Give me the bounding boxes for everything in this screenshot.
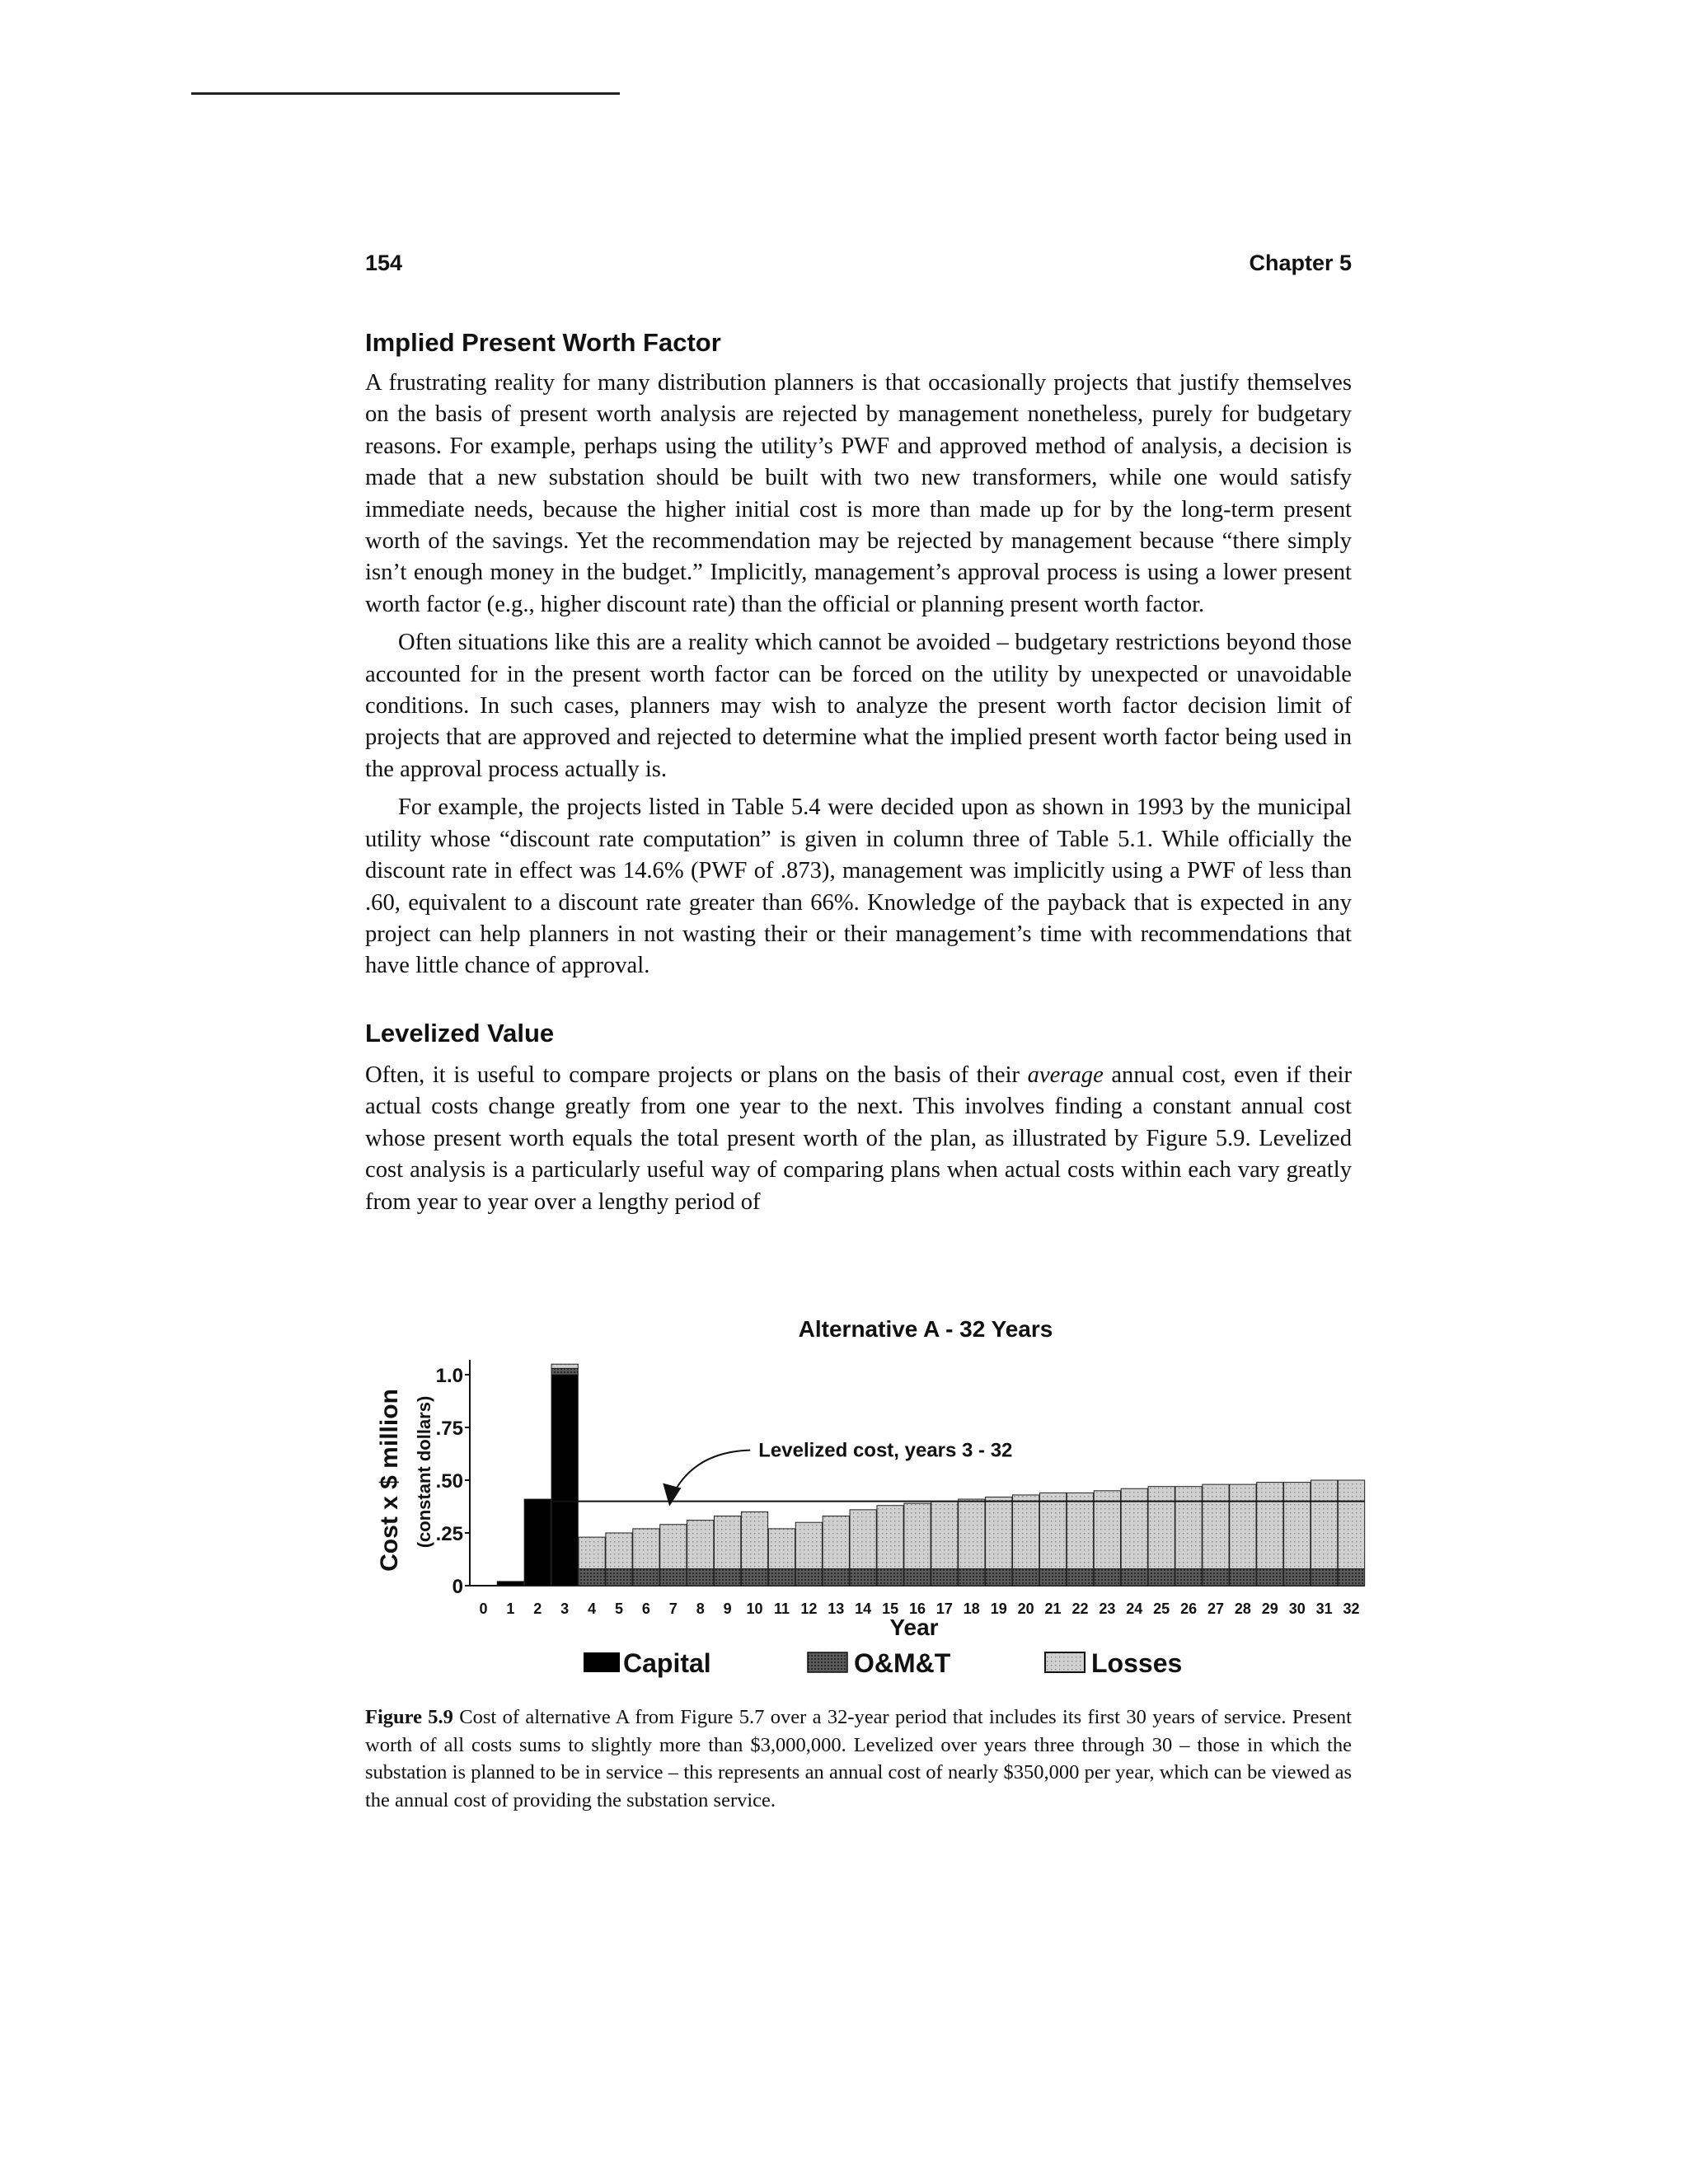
x-tick-label: 7 — [668, 1601, 678, 1617]
bar-losses — [1067, 1493, 1093, 1568]
chart-title: Alternative A - 32 Years — [798, 1316, 1053, 1342]
caption-text: Cost of alternative A from Figure 5.7 over a 32-year period that includes its first 30 years of service. Present worth of all costs sums to slightly more than $3,000,000. Levelized over years three through 30 – those in which the substation is planned to be in service – this represents an annual cost of nearly $350,000 per year, which can be viewed as the annual cost of providing the substation service. — [365, 1706, 1352, 1811]
bar-omt — [1121, 1569, 1147, 1586]
x-tick-label: 19 — [990, 1601, 1007, 1617]
bar-losses — [1257, 1483, 1283, 1569]
bar-losses — [551, 1364, 578, 1368]
y-tick-label: .50 — [435, 1470, 463, 1493]
bar-omt — [1175, 1569, 1202, 1586]
x-tick-label: 27 — [1207, 1601, 1225, 1617]
bar-losses — [1311, 1480, 1338, 1569]
legend-label-losses: Losses — [1091, 1648, 1183, 1678]
x-tick-label: 12 — [800, 1601, 818, 1617]
annotation-arrow-curve — [671, 1451, 750, 1498]
x-tick-label: 30 — [1288, 1601, 1306, 1617]
y-tick-label: 1.0 — [435, 1365, 463, 1387]
bar-losses — [633, 1529, 659, 1569]
bar-losses — [1203, 1484, 1229, 1568]
legend-label-omt: O&M&T — [854, 1648, 951, 1678]
x-tick-label: 17 — [935, 1601, 953, 1617]
page-number: 154 — [365, 251, 403, 275]
bar-omt — [633, 1569, 659, 1586]
legend-swatch-capital — [584, 1652, 620, 1672]
y-tick-label: .75 — [435, 1418, 463, 1440]
bar-omt — [931, 1569, 958, 1586]
bar-omt — [850, 1569, 876, 1586]
bar-omt — [551, 1368, 578, 1375]
x-tick-label: 14 — [855, 1601, 872, 1617]
bar-losses — [741, 1511, 767, 1568]
bar-omt — [741, 1569, 767, 1586]
bar-omt — [687, 1569, 714, 1586]
section-heading-implied-pwf: Implied Present Worth Factor — [365, 328, 721, 357]
x-tick-label: 26 — [1180, 1601, 1198, 1617]
bar-omt — [959, 1569, 985, 1586]
bar-omt — [795, 1569, 822, 1586]
bar-losses — [931, 1502, 958, 1569]
bar-omt — [1230, 1569, 1256, 1586]
bar-losses — [877, 1506, 903, 1569]
legend-label-capital: Capital — [623, 1648, 711, 1678]
y-tick-label: .25 — [435, 1523, 463, 1545]
bar-capital — [497, 1582, 523, 1586]
bar-capital — [524, 1499, 551, 1586]
section-heading-levelized-value: Levelized Value — [365, 1019, 555, 1047]
bar-losses — [986, 1497, 1012, 1568]
para-text: Often, it is useful to compare projects or plans on the basis of their — [365, 1062, 1028, 1088]
bar-omt — [715, 1569, 741, 1586]
legend-swatch-omt — [808, 1652, 847, 1672]
bar-capital — [551, 1375, 578, 1586]
bar-omt — [877, 1569, 903, 1586]
bar-losses — [715, 1516, 741, 1569]
bar-omt — [1203, 1569, 1229, 1586]
bar-omt — [768, 1569, 795, 1586]
x-tick-label: 28 — [1234, 1601, 1251, 1617]
x-tick-label: 8 — [696, 1601, 705, 1617]
levelized-cost-annotation: Levelized cost, years 3 - 32 — [758, 1439, 1013, 1462]
x-tick-label: 0 — [479, 1601, 488, 1617]
bar-losses — [1148, 1487, 1175, 1569]
x-tick-label: 10 — [746, 1601, 763, 1617]
section1-body — [365, 368, 1352, 989]
bar-losses — [904, 1503, 931, 1568]
x-tick-label: 22 — [1071, 1601, 1089, 1617]
bar-omt — [986, 1569, 1012, 1586]
bar-losses — [1039, 1493, 1066, 1568]
bar-omt — [579, 1569, 605, 1586]
x-tick-label: 2 — [533, 1601, 542, 1617]
bar-losses — [1094, 1491, 1120, 1569]
bar-omt — [606, 1569, 632, 1586]
x-axis-title: Year — [889, 1615, 939, 1640]
x-tick-label: 20 — [1017, 1601, 1034, 1617]
bar-losses — [823, 1516, 849, 1569]
paragraph: Often situations like this are a reality which cannot be avoided – budgetary restrictions beyond those accounted for in the present worth factor can be forced on the utility by unexpected or unavoidable conditions. In such cases, planners may wish to analyze the present worth factor decision limit of projects that are approved and rejected to determine what the implied present worth factor being used in the approval process actually is. — [365, 630, 1352, 782]
bar-losses — [606, 1533, 632, 1569]
paragraph — [365, 1060, 1352, 1218]
x-tick-label: 3 — [560, 1601, 570, 1617]
paragraph: A frustrating reality for many distribution planners is that occasionally projects that justify themselves on the basis of present worth analysis are rejected by management nonetheless, purely for budgetary reasons. For example, perhaps using the utility’s PWF and approved method of analysis, a decision is made that a new substation should be built with two new transformers, while one would satisfy immediate needs, because the higher initial cost is more than made up for by the long-term present worth of the savings. Yet the recommendation may be rejected by management because “there simply isn’t enough money in the budget.” Implicitly, management’s approval process is using a lower present worth factor (e.g., higher discount rate) than the official or planning present worth factor. — [365, 370, 1352, 617]
x-tick-label: 23 — [1099, 1601, 1116, 1617]
x-tick-label: 9 — [723, 1601, 732, 1617]
x-tick-label: 13 — [828, 1601, 845, 1617]
x-tick-label: 32 — [1343, 1601, 1360, 1617]
emphasis-average: average — [1027, 1062, 1104, 1088]
x-tick-label: 31 — [1315, 1601, 1333, 1617]
figure-caption — [365, 1704, 1352, 1814]
bar-losses — [959, 1499, 985, 1568]
figure-5-9-chart — [0, 1286, 1688, 1706]
top-rule — [191, 92, 620, 95]
section2-body — [365, 1060, 1352, 1225]
y-axis-sublabel: (constant dollars) — [414, 1395, 434, 1549]
x-tick-label: 6 — [641, 1601, 650, 1617]
bar-omt — [1094, 1569, 1120, 1586]
y-tick-label: 0 — [452, 1576, 463, 1598]
x-tick-label: 4 — [588, 1601, 597, 1617]
bar-losses — [660, 1525, 687, 1569]
bar-omt — [1039, 1569, 1066, 1586]
x-tick-label: 21 — [1044, 1601, 1062, 1617]
x-tick-label: 24 — [1126, 1601, 1143, 1617]
bar-losses — [1284, 1483, 1311, 1569]
bar-omt — [1311, 1569, 1338, 1586]
bar-losses — [1013, 1495, 1039, 1569]
bar-losses — [687, 1521, 714, 1569]
bar-losses — [1175, 1487, 1202, 1569]
x-tick-label: 15 — [882, 1601, 899, 1617]
bar-omt — [1284, 1569, 1311, 1586]
legend-swatch-losses — [1045, 1652, 1085, 1672]
x-tick-label: 1 — [506, 1601, 515, 1617]
bar-omt — [1338, 1569, 1364, 1586]
para-text: annual cost, even if their actual costs change greatly from one year to the next. This involves finding a constant annual cost whose present worth equals the total present worth of the plan, as illustrated by Figure 5.9. Levelized cost analysis is a particularly useful way of comparing plans when actual costs within each vary greatly from year to year over a lengthy period of — [365, 1062, 1352, 1215]
x-tick-label: 25 — [1153, 1601, 1170, 1617]
bar-losses — [795, 1522, 822, 1568]
bar-omt — [1257, 1569, 1283, 1586]
bar-losses — [768, 1529, 795, 1569]
chapter-label: Chapter 5 — [1249, 251, 1352, 275]
bar-omt — [1013, 1569, 1039, 1586]
x-tick-label: 18 — [963, 1601, 980, 1617]
paragraph: For example, the projects listed in Table 5.4 were decided upon as shown in 1993 by the municipal utility whose “discount rate computation” is given in column three of Table 5.1. While officially the discount rate in effect was 14.6% (PWF of .873), management was implicitly using a PWF of less than .60, equivalent to a discount rate greater than 66%. Knowledge of the payback that is expected in any project can help planners in not wasting their or their management’s time with recommendations that have little chance of approval. — [365, 794, 1352, 979]
bar-omt — [1148, 1569, 1175, 1586]
bar-losses — [850, 1510, 876, 1569]
bar-omt — [904, 1569, 931, 1586]
caption-label: Figure 5.9 — [365, 1706, 453, 1728]
bar-losses — [1230, 1484, 1256, 1568]
bar-omt — [1067, 1569, 1093, 1586]
bar-omt — [823, 1569, 849, 1586]
x-tick-label: 29 — [1261, 1601, 1278, 1617]
y-axis-label: Cost x $ million — [376, 1389, 403, 1572]
x-tick-label: 11 — [773, 1601, 790, 1617]
bar-losses — [1338, 1480, 1364, 1569]
x-tick-label: 5 — [614, 1601, 624, 1617]
bar-losses — [579, 1537, 605, 1568]
x-tick-label: 16 — [908, 1601, 926, 1617]
bar-omt — [660, 1569, 687, 1586]
